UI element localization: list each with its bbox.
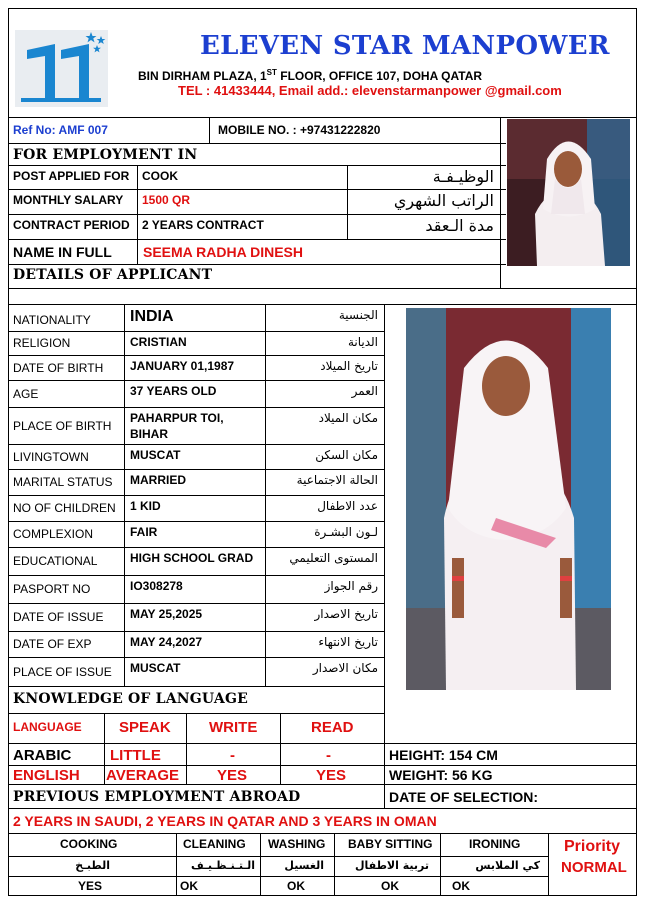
applicant-value: IO308278 [130, 579, 183, 593]
company-name: ELEVEN STAR MANPOWER [200, 31, 610, 61]
applicant-arabic: الديانة [347, 335, 378, 349]
employment-arabic: الراتب الشهري [393, 191, 494, 210]
applicant-label: COMPLEXION [13, 527, 94, 541]
applicant-value: HIGH SCHOOL GRAD [130, 551, 254, 565]
lang-arabic-speak: LITTLE [110, 747, 161, 764]
weight-value: WEIGHT: 56 KG [389, 767, 493, 783]
employment-arabic: مدة الـعقد [425, 216, 494, 235]
skill-washing-ar: الغسيل [284, 859, 324, 872]
applicant-arabic: العمر [351, 384, 378, 398]
name-label: NAME IN FULL [13, 244, 112, 260]
applicant-arabic: الجنسية [338, 308, 378, 322]
applicant-value: MUSCAT [130, 448, 181, 462]
applicant-arabic: مكان الاصدار [312, 661, 378, 675]
employment-value: 2 YEARS CONTRACT [142, 218, 264, 232]
employment-value: 1500 QR [142, 193, 191, 207]
employment-label: CONTRACT PERIOD [13, 218, 130, 232]
skill-cooking-ar: الطبـخ [75, 859, 110, 872]
applicant-arabic: تاريخ الاصدار [314, 607, 378, 621]
applicant-label: DATE OF ISSUE [13, 610, 104, 624]
lang-english-speak: AVERAGE [106, 767, 180, 784]
skill-cooking-value: YES [78, 879, 103, 893]
applicant-label: PLACE OF ISSUE [13, 665, 112, 679]
applicant-arabic: مكان الميلاد [318, 411, 378, 425]
address-part: BIN DIRHAM PLAZA, 1 [138, 69, 267, 83]
applicant-value: INDIA [130, 308, 174, 325]
applicant-photo-large [406, 308, 611, 690]
skill-ironing-en: IRONING [469, 837, 521, 851]
portrait-small-image [507, 119, 630, 266]
lang-header-language: LANGUAGE [13, 720, 82, 734]
company-address [138, 66, 482, 83]
lang-english-read: YES [316, 767, 347, 784]
applicant-value: 1 KID [130, 499, 161, 513]
lang-english-write: YES [217, 767, 248, 784]
applicant-value: MUSCAT [130, 661, 181, 675]
previous-detail: 2 YEARS IN SAUDI, 2 YEARS IN QATAR AND 3 YEARS IN OMAN [13, 813, 437, 829]
eleven-logo [15, 30, 108, 107]
skill-cleaning-value: OK [180, 879, 198, 893]
applicant-heading: DETAILS OF APPLICANT [13, 267, 213, 283]
employment-value: COOK [142, 169, 178, 183]
company-contact: TEL : 41433444, Email add.: elevenstarmanpower @gmail.com [178, 83, 562, 98]
applicant-label: AGE [13, 387, 39, 401]
applicant-value: FAIR [130, 525, 158, 539]
lang-header-speak: SPEAK [119, 719, 171, 736]
skill-washing-value: OK [287, 879, 305, 893]
applicant-label: EDUCATIONAL [13, 554, 98, 568]
lang-arabic-read: - [326, 747, 331, 764]
applicant-label: NO OF CHILDREN [13, 501, 116, 515]
applicant-value: MAY 24,2027 [130, 635, 203, 649]
skill-washing-en: WASHING [268, 837, 326, 851]
applicant-arabic: رقم الجواز [324, 579, 378, 593]
applicant-arabic: مكان السكن [315, 448, 378, 462]
employment-arabic: الوظيـفـة [432, 167, 494, 186]
skill-cleaning-en: CLEANING [183, 837, 246, 851]
applicant-arabic: تاريخ الانتهاء [318, 635, 378, 649]
applicant-value: MARRIED [130, 473, 186, 487]
applicant-label: MARITAL STATUS [13, 475, 113, 489]
applicant-label: LIVINGTOWN [13, 450, 89, 464]
address-rest: FLOOR, OFFICE 107, DOHA QATAR [276, 69, 483, 83]
portrait-large-image [406, 308, 611, 690]
lang-arabic: ARABIC [13, 747, 72, 764]
date-of-selection: DATE OF SELECTION: [389, 789, 539, 805]
applicant-photo-small [507, 119, 630, 266]
priority-value: NORMAL [561, 859, 627, 876]
applicant-value: CRISTIAN [130, 335, 187, 349]
employment-heading: FOR EMPLOYMENT IN [13, 147, 198, 163]
applicant-label: DATE OF BIRTH [13, 361, 104, 375]
applicant-label: NATIONALITY [13, 313, 91, 327]
applicant-value-line2: BIHAR [130, 427, 168, 441]
applicant-arabic: المستوى التعليمي [289, 551, 378, 565]
employment-label: MONTHLY SALARY [13, 193, 124, 207]
skill-babysitting-en: BABY SITTING [348, 837, 433, 851]
skill-cleaning-ar: الـتـنـظـيـف [191, 859, 255, 872]
applicant-arabic: عدد الاطفال [317, 499, 378, 513]
ref-number: Ref No: AMF 007 [13, 123, 108, 137]
skill-babysitting-ar: تربية الاطفال [354, 859, 429, 872]
applicant-label: DATE OF EXP [13, 637, 92, 651]
lang-english: ENGLISH [13, 767, 80, 784]
applicant-label: PASPORT NO [13, 582, 91, 596]
skill-ironing-ar: كي الملابس [475, 859, 540, 872]
lang-header-write: WRITE [209, 719, 258, 736]
height-value: HEIGHT: 154 CM [389, 747, 498, 763]
lang-arabic-write: - [230, 747, 235, 764]
applicant-label: PLACE OF BIRTH [13, 419, 112, 433]
applicant-value: 37 YEARS OLD [130, 384, 217, 398]
priority-label: Priority [564, 838, 621, 855]
applicant-arabic: لـون البشـرة [314, 525, 378, 539]
address-sup: ST [266, 68, 277, 77]
previous-heading: PREVIOUS EMPLOYMENT ABROAD [13, 789, 301, 805]
applicant-value: JANUARY 01,1987 [130, 359, 235, 373]
applicant-value: PAHARPUR TOI, [130, 411, 224, 425]
skill-babysitting-value: OK [381, 879, 399, 893]
applicant-arabic: تاريخ الميلاد [320, 359, 378, 373]
mobile-number: MOBILE NO. : +97431222820 [218, 123, 381, 137]
name-value: SEEMA RADHA DINESH [143, 244, 303, 260]
employment-label: POST APPLIED FOR [13, 169, 130, 183]
applicant-arabic: الحالة الاجتماعية [296, 473, 378, 487]
skill-cooking-en: COOKING [60, 837, 118, 851]
skill-ironing-value: OK [452, 879, 470, 893]
lang-header-read: READ [311, 719, 354, 736]
language-heading: KNOWLEDGE OF LANGUAGE [13, 691, 248, 707]
applicant-label: RELIGION [13, 336, 71, 350]
applicant-value: MAY 25,2025 [130, 607, 203, 621]
